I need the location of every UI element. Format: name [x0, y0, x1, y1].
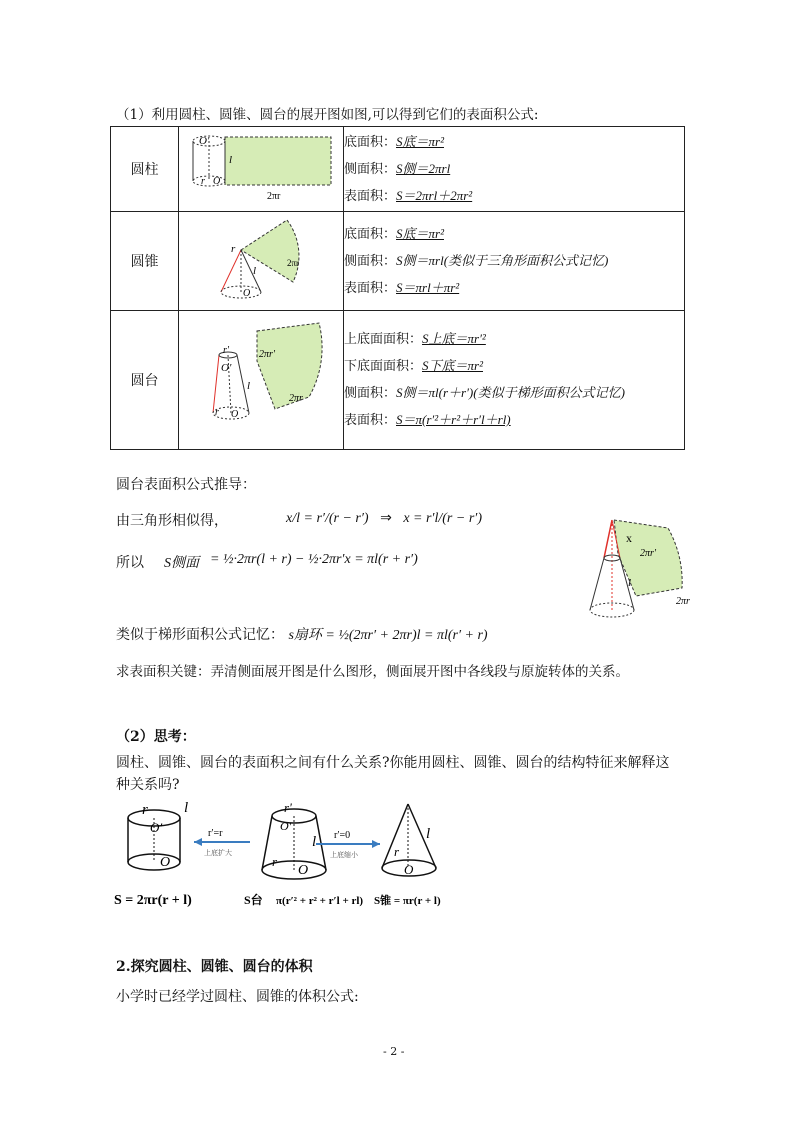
fig-label-r: r	[201, 176, 205, 187]
formula-label: 侧面积：	[344, 161, 397, 177]
fig-label-r: r	[231, 243, 236, 255]
fig-label-2pirprime: 2πr'	[259, 349, 276, 360]
fig-label-2pir: 2πr	[676, 596, 690, 607]
formula-label: 侧面积：	[344, 253, 397, 269]
section2-text: 小学时已经学过圆柱、圆锥的体积公式:	[116, 989, 359, 1005]
formula-expr: S侧＝2πrl	[396, 160, 451, 176]
frustum-net-svg	[179, 311, 343, 445]
formula-line	[344, 156, 684, 183]
section2-heading: 2.探究圆柱、圆锥、圆台的体积	[116, 959, 313, 975]
formula-line	[344, 380, 684, 407]
formula-line	[344, 221, 684, 248]
derivation-so: 所以	[116, 555, 144, 571]
cylinder-net-figure	[179, 127, 344, 212]
equation-side: = ½·2πr(l + r) − ½·2πr′x = πl(r + r′)	[210, 552, 418, 567]
arrow-2-top: r′=0	[334, 830, 351, 841]
formula-line	[344, 183, 684, 210]
cone-net-figure	[179, 212, 344, 311]
trapezoid-expr: s扇环 = ½(2πr′ + 2πr)l = πl(r′ + r)	[288, 628, 488, 643]
derivation-figure	[578, 514, 708, 622]
derivation-title: 圆台表面积公式推导：	[116, 477, 256, 493]
cylinder-formulas	[344, 127, 685, 212]
fig-label-2pir: 2πr	[289, 393, 303, 404]
cylinder-net-svg	[179, 127, 343, 207]
fig-label-2pir: 2πr	[267, 191, 281, 202]
formula-label: 底面积：	[344, 134, 397, 150]
frustum-label-l: l	[312, 834, 317, 850]
trapezoid-label: 类似于梯形面积公式记忆：	[116, 627, 284, 643]
formula-label: 下底面面积：	[344, 359, 423, 374]
cone-label-O: O	[404, 862, 414, 877]
formula-cone: S锥 = πr(r + l)	[374, 895, 441, 907]
page-number: - 2 -	[383, 1045, 405, 1058]
formula-expr: S底＝πr²	[396, 133, 444, 149]
formula-expr: S＝π(r′²＋r²＋r′l＋rl)	[396, 412, 511, 427]
fig-label-x: x	[626, 531, 632, 545]
implies-arrow: ⇒	[380, 511, 392, 526]
formula-expr: S＝2πrl＋2πr²	[396, 187, 473, 203]
cyl-label-l: l	[184, 800, 189, 816]
table-row-frustum	[111, 311, 685, 450]
derivation-similar: 由三角形相似得，	[116, 513, 228, 529]
fig-label-l: l	[253, 265, 257, 277]
frustum-label-Oprime: O'	[280, 819, 292, 833]
cyl-label-r: r	[142, 802, 148, 818]
formula-line	[344, 407, 684, 434]
arrow-2-head	[372, 840, 380, 848]
cyl-label-O: O	[160, 855, 171, 870]
cone-net-svg	[179, 212, 343, 306]
fig-label-O: O	[231, 409, 239, 420]
fig-label-Oprime: O'	[221, 362, 232, 374]
s-side-symbol: S侧面	[164, 556, 199, 571]
formula-line	[344, 326, 684, 353]
arrow-1-bottom: 上底扩大	[204, 849, 232, 857]
formula-line	[344, 275, 684, 302]
fig-label-2pirprime: 2πr'	[640, 548, 657, 559]
fig-label-rprime: r'	[223, 345, 230, 356]
formula-label: 表面积：	[344, 413, 397, 428]
formula-frustum: π(r′² + r² + r′l + rl)	[276, 895, 364, 907]
equation-ratio-right: x = r′l/(r − r′)	[403, 511, 482, 526]
fig-label-O: O	[243, 288, 251, 299]
formula-expr: S下底＝πr²	[422, 358, 483, 373]
intro-heading: （1）利用圆柱、圆锥、圆台的展开图如图,可以得到它们的表面积公式:	[116, 107, 539, 123]
formula-frustum-label: S台	[244, 893, 263, 907]
table-row-cylinder	[111, 127, 685, 212]
formula-line	[344, 248, 684, 275]
frustum-net-figure	[179, 311, 344, 450]
frustum-label-r: r	[272, 854, 278, 869]
equation-ratio	[286, 510, 482, 527]
fig-label-O: O	[213, 176, 221, 187]
cone-label-r: r	[394, 844, 400, 859]
row-name: 圆台	[111, 311, 179, 450]
arrow-1-top: r′=r	[208, 828, 223, 839]
formula-expr: S＝πrl＋πr²	[396, 279, 460, 295]
fig-label-l: l	[229, 154, 233, 166]
arrow-1-head	[194, 838, 202, 846]
formula-expr: S侧＝πl(r＋r′)(类似于梯形面积公式记忆)	[396, 385, 625, 400]
formula-label: 侧面积：	[344, 386, 397, 401]
think-question: 圆柱、圆锥、圆台的表面积之间有什么关系?你能用圆柱、圆锥、圆台的结构特征来解释这种关系吗?	[116, 755, 670, 793]
fig-label-Oprime: O'	[199, 135, 210, 147]
fig-label-2pir: 2πr	[287, 258, 300, 268]
formula-cylinder: S = 2πr(r + l)	[114, 893, 192, 908]
surface-area-table	[110, 126, 685, 450]
formula-label: 底面积：	[344, 226, 397, 242]
cone-label-l: l	[426, 826, 431, 842]
equation-ratio-left: x/l = r′/(r − r′)	[286, 511, 369, 526]
arrow-2-bottom: 上底缩小	[330, 851, 358, 859]
formula-expr: S上底＝πr′²	[422, 331, 486, 346]
frustum-label-rprime: r'	[284, 800, 292, 815]
fig-label-l: l	[247, 380, 251, 392]
cyl-label-Oprime: O'	[150, 820, 163, 835]
think-figure	[112, 800, 472, 912]
formula-label: 表面积：	[344, 188, 397, 204]
row-name: 圆锥	[111, 212, 179, 311]
formula-label: 上底面面积：	[344, 332, 423, 347]
formula-expr: S底＝πr²	[396, 225, 444, 241]
formula-expr: S侧＝πrl(类似于三角形面积公式记忆)	[396, 252, 609, 268]
formula-line	[344, 353, 684, 380]
fig-label-l: l	[628, 577, 632, 589]
formula-label: 表面积：	[344, 280, 397, 296]
key-sentence: 求表面积关键：弄清侧面展开图是什么图形，侧面展开图中各线段与原旋转体的关系。	[116, 664, 629, 680]
fig-label-r: r	[215, 407, 219, 418]
think-heading: （2）思考：	[116, 729, 196, 745]
cone-formulas	[344, 212, 685, 311]
trapezoid-line	[116, 624, 488, 644]
table-row-cone	[111, 212, 685, 311]
row-name: 圆柱	[111, 127, 179, 212]
formula-line	[344, 129, 684, 156]
frustum-label-O: O	[298, 863, 309, 878]
frustum-formulas	[344, 311, 685, 450]
